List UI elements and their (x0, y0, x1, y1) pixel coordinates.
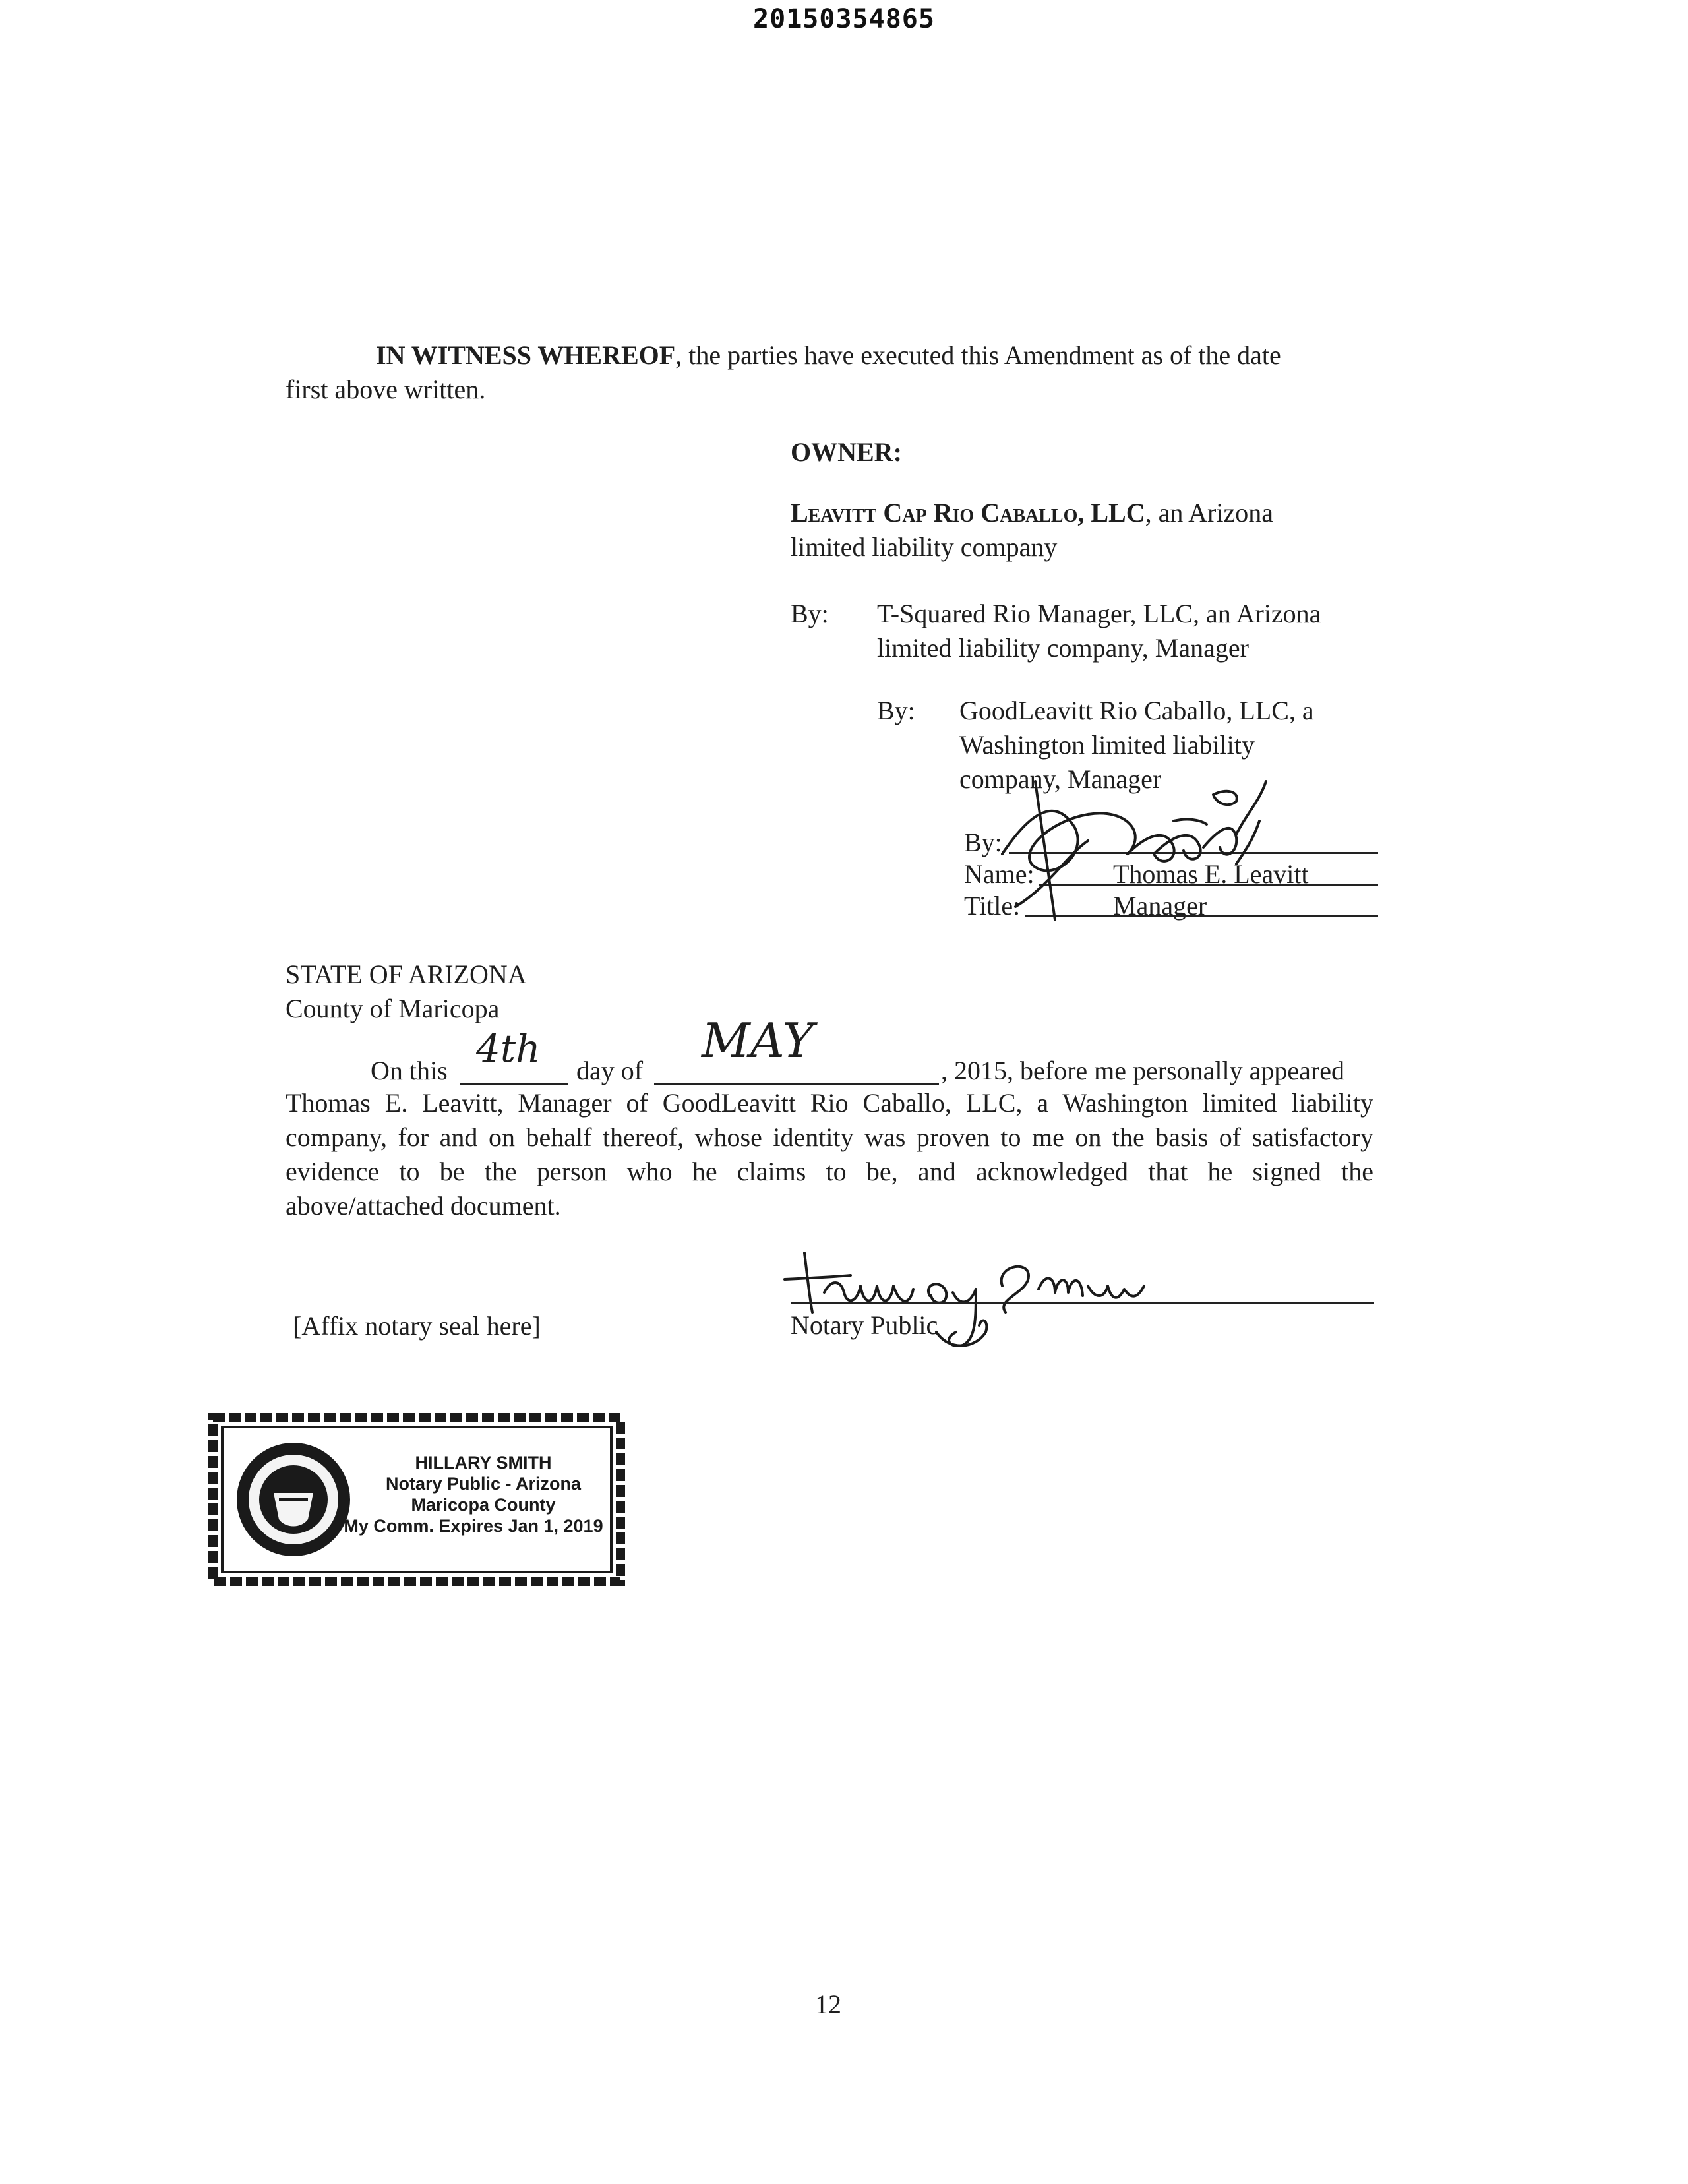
witness-paragraph (286, 338, 1372, 407)
day-handwritten: 4th (476, 1026, 541, 1071)
notary-state: STATE OF ARIZONA (286, 959, 527, 989)
day-blank-line (460, 1083, 568, 1085)
owner-entity-line-2: limited liability company (791, 532, 1058, 562)
owner-entity (791, 496, 1384, 564)
by2-line-1: GoodLeavitt Rio Caballo, LLC, a (959, 696, 1314, 725)
notary-county: County of Maricopa (286, 994, 500, 1023)
state-seal-emblem (233, 1439, 354, 1560)
owner-entity-name: Leavitt Cap Rio Caballo, LLC (791, 498, 1145, 528)
stamp-lines (344, 1452, 615, 1536)
owner-heading: OWNER: (791, 437, 902, 467)
year-text: , 2015, before me personally appeared (941, 1056, 1344, 1085)
witness-line-1 (286, 338, 1372, 373)
notary-public-flourish (930, 1306, 1009, 1358)
stamp-name: HILLARY SMITH (415, 1453, 552, 1472)
stamp-county: Maricopa County (411, 1495, 556, 1515)
witness-lead: IN WITNESS WHEREOF (376, 340, 676, 370)
owner-entity-line-1 (791, 496, 1384, 530)
acknowledgment-line-2: Thomas E. Leavitt, Manager of GoodLeavitt Rio Caballo, LLC, a Washington limited liability (286, 1088, 1373, 1118)
acknowledgment-line-3: company, for and on behalf thereof, whose identity was proven to me on the basis of satisfactory (286, 1122, 1373, 1152)
by1-label: By: (791, 599, 829, 628)
seal-placeholder: [Affix notary seal here] (293, 1311, 541, 1341)
stamp-expires: My Comm. Expires Jan 1, 2019 (344, 1516, 603, 1536)
name-label: Name: (964, 859, 1035, 889)
title-value: Manager (1113, 891, 1207, 921)
witness-line1-rest: , the parties have executed this Amendment as of the date (675, 340, 1281, 370)
acknowledgment-line-5: above/attached document. (286, 1191, 561, 1221)
owner-entity-desc-1: , an Arizona (1145, 498, 1273, 528)
stamp-title: Notary Public - Arizona (385, 1474, 582, 1494)
by2-label: By: (877, 696, 915, 725)
sig-by-label: By: (964, 828, 1002, 857)
title-label: Title: (964, 891, 1021, 921)
by1-line-2: limited liability company, Manager (877, 633, 1249, 663)
by2-line-2: Washington limited liability (959, 730, 1255, 760)
notary-venue (286, 957, 527, 1026)
month-blank-line (654, 1083, 939, 1085)
document-number: 20150354865 (753, 4, 935, 34)
witness-line-2: first above written. (286, 375, 486, 404)
page-number: 12 (815, 1989, 841, 2019)
acknowledgment-line-4: evidence to be the person who he claims to be, and acknowledged that he signed the (286, 1157, 1373, 1186)
month-handwritten: MAY (702, 1013, 814, 1068)
by1-line-1: T-Squared Rio Manager, LLC, an Arizona (877, 599, 1321, 628)
name-value: Thomas E. Leavitt (1113, 859, 1309, 889)
on-this-text: On this (371, 1056, 448, 1085)
owner-signature-graphic (976, 755, 1292, 926)
by1-text (877, 597, 1404, 665)
notary-stamp (206, 1411, 627, 1588)
by2-line-3: company, Manager (959, 764, 1162, 794)
notary-public-label: Notary Public (791, 1310, 938, 1340)
day-of-text: day of (576, 1056, 644, 1085)
notary-signature-line (791, 1302, 1374, 1304)
